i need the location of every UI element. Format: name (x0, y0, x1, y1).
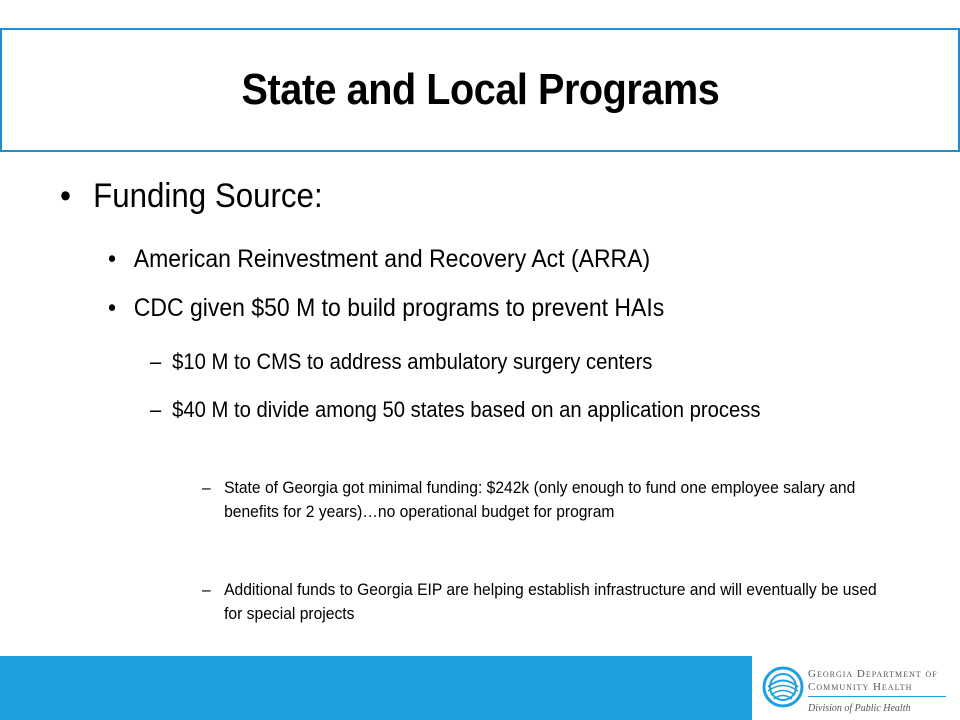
bullet-glyph: • (108, 245, 117, 273)
bullet-text: American Reinvestment and Recovery Act (ARRA) (133, 245, 651, 273)
logo-divider (808, 696, 946, 697)
bullet-cms (150, 346, 652, 378)
bullet-text: Additional funds to Georgia EIP are helping establish infrastructure and will eventually be used for special projects (224, 580, 877, 623)
bullet-glyph: • (60, 177, 71, 215)
logo-line-3: Division of Public Health (808, 703, 911, 714)
gdch-logo-icon (762, 664, 804, 710)
dash-glyph: – (202, 478, 211, 497)
bullet-text: State of Georgia got minimal funding: $242k (only enough to fund one employee salary and benefits for 2 years)…no operational budget for program (224, 478, 856, 521)
logo-line-1: Georgia Department of (808, 668, 938, 680)
bullet-glyph: • (108, 294, 117, 322)
bullet-georgia (202, 476, 900, 524)
bullet-cdc (108, 294, 664, 323)
slide-title: State and Local Programs (241, 65, 719, 114)
bullet-text: $40 M to divide among 50 states based on an application process (172, 397, 761, 422)
logo-text (808, 668, 938, 694)
dash-glyph: – (150, 349, 162, 374)
title-box (0, 28, 960, 152)
logo-line-2: Community Health (808, 681, 913, 693)
dash-glyph: – (150, 397, 162, 422)
dash-glyph: – (202, 580, 211, 599)
bullet-arra (108, 245, 650, 274)
bullet-funding-source (60, 177, 323, 216)
logo-subtext (808, 700, 911, 715)
bullet-text: CDC given $50 M to build programs to prevent HAIs (133, 294, 665, 322)
bullet-states (150, 394, 834, 426)
logo (752, 656, 960, 720)
bullet-additional (202, 578, 886, 626)
bullet-text: Funding Source: (93, 177, 323, 215)
bullet-text: $10 M to CMS to address ambulatory surgery centers (172, 349, 653, 374)
